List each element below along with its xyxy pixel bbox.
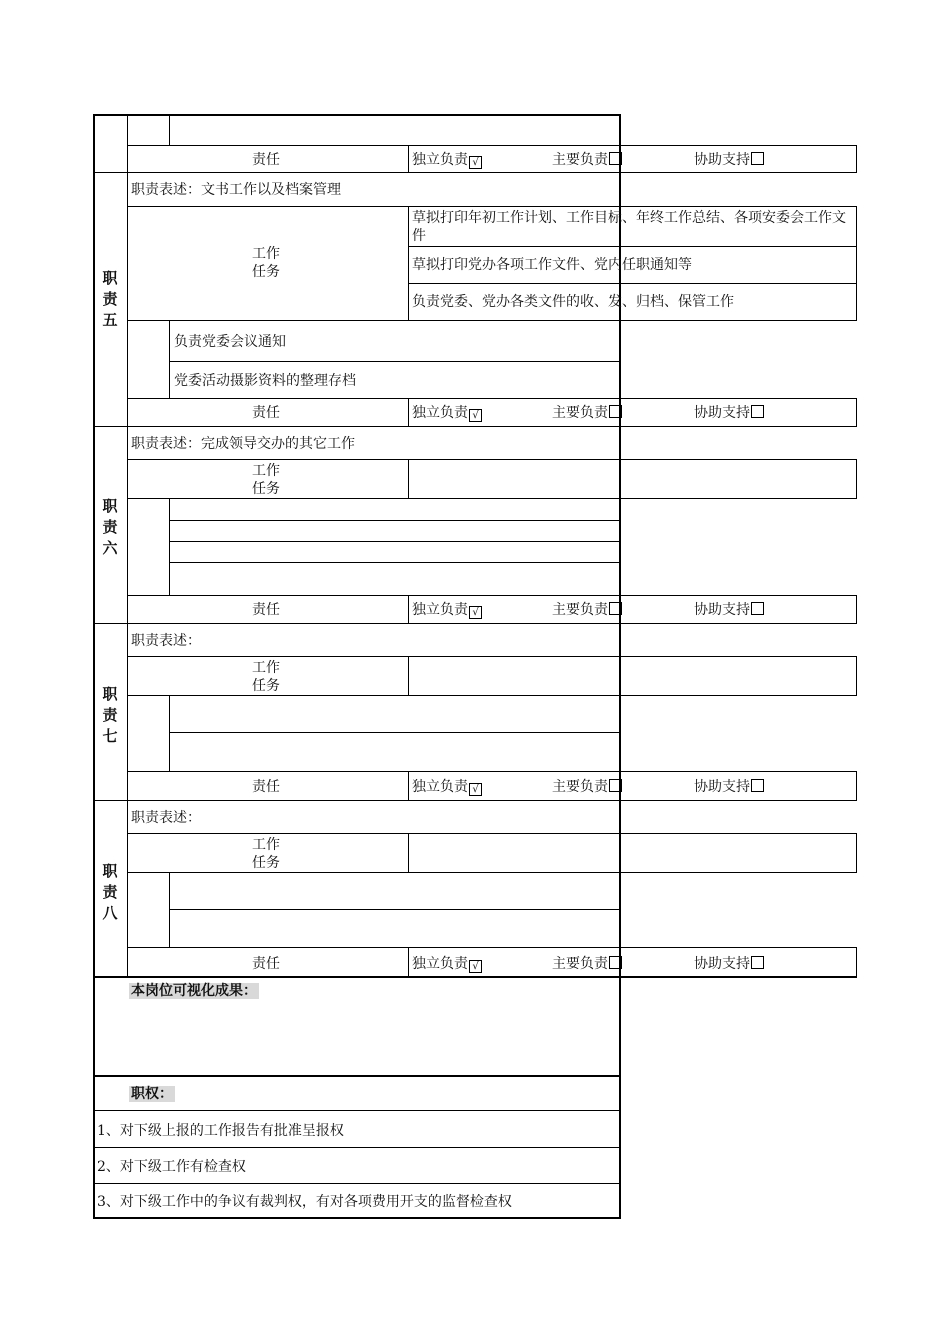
authority-item: 3、对下级工作中的争议有裁判权，有对各项费用开支的监督检查权 bbox=[97, 1194, 512, 1210]
checkbox-empty-icon[interactable] bbox=[751, 405, 764, 418]
task-item: 草拟打印党办各项工作文件、党内任职通知等 bbox=[412, 257, 692, 273]
responsibility-label: 责任 bbox=[252, 956, 280, 972]
independent-option[interactable]: 独立负责 √ bbox=[412, 955, 482, 973]
checkbox-checked-icon[interactable]: √ bbox=[469, 409, 482, 422]
main-option[interactable]: 主要负责 bbox=[552, 151, 622, 169]
task-item: 负责党委、党办各类文件的收、发、归档、保管工作 bbox=[412, 294, 734, 310]
main-option[interactable]: 主要负责 bbox=[552, 778, 622, 796]
task-label: 工作任务 bbox=[252, 246, 280, 280]
assist-option[interactable]: 协助支持 bbox=[694, 404, 764, 422]
responsibility-label: 责任 bbox=[252, 152, 280, 168]
checkbox-checked-icon[interactable]: √ bbox=[469, 156, 482, 169]
duty-description: 职责表述： bbox=[131, 633, 201, 649]
checkbox-empty-icon[interactable] bbox=[609, 152, 622, 165]
checkbox-checked-icon[interactable]: √ bbox=[469, 606, 482, 619]
responsibility-label: 责任 bbox=[252, 602, 280, 618]
checkbox-empty-icon[interactable] bbox=[609, 956, 622, 969]
independent-option[interactable]: 独立负责 √ bbox=[412, 601, 482, 619]
section-title: 职责七 bbox=[102, 685, 118, 745]
assist-option[interactable]: 协助支持 bbox=[694, 955, 764, 973]
main-option[interactable]: 主要负责 bbox=[552, 955, 622, 973]
checkbox-empty-icon[interactable] bbox=[609, 602, 622, 615]
visual-result-label: 本岗位可视化成果： bbox=[131, 983, 257, 999]
independent-option[interactable]: 独立负责 √ bbox=[412, 778, 482, 796]
section-title: 职责六 bbox=[102, 497, 118, 557]
section-title: 职责八 bbox=[102, 862, 118, 922]
checkbox-checked-icon[interactable]: √ bbox=[469, 783, 482, 796]
task-item: 负责党委会议通知 bbox=[174, 334, 286, 350]
duty-description: 职责表述：文书工作以及档案管理 bbox=[131, 182, 341, 198]
responsibility-label: 责任 bbox=[252, 779, 280, 795]
duty-description: 职责表述： bbox=[131, 810, 201, 826]
task-label: 工作任务 bbox=[252, 660, 280, 694]
main-option[interactable]: 主要负责 bbox=[552, 601, 622, 619]
checkbox-checked-icon[interactable]: √ bbox=[469, 960, 482, 973]
section-title: 职责五 bbox=[102, 269, 118, 329]
task-item: 党委活动摄影资料的整理存档 bbox=[174, 373, 356, 389]
authority-label: 职权： bbox=[131, 1086, 173, 1102]
authority-item: 2、对下级工作有检查权 bbox=[97, 1159, 246, 1175]
duty-description: 职责表述：完成领导交办的其它工作 bbox=[131, 436, 355, 452]
responsibility-label: 责任 bbox=[252, 405, 280, 421]
task-item: 草拟打印年初工作计划、工作目标、年终工作总结、各项安委会工作文件 bbox=[412, 210, 846, 244]
checkbox-empty-icon[interactable] bbox=[751, 779, 764, 792]
assist-option[interactable]: 协助支持 bbox=[694, 151, 764, 169]
task-label: 工作任务 bbox=[252, 837, 280, 871]
independent-option[interactable]: 独立负责 √ bbox=[412, 404, 482, 422]
checkbox-empty-icon[interactable] bbox=[751, 152, 764, 165]
checkbox-empty-icon[interactable] bbox=[751, 602, 764, 615]
checkbox-empty-icon[interactable] bbox=[751, 956, 764, 969]
checkbox-empty-icon[interactable] bbox=[609, 779, 622, 792]
authority-item: 1、对下级上报的工作报告有批准呈报权 bbox=[97, 1123, 344, 1139]
checkbox-empty-icon[interactable] bbox=[609, 405, 622, 418]
assist-option[interactable]: 协助支持 bbox=[694, 778, 764, 796]
independent-option[interactable]: 独立负责 √ bbox=[412, 151, 482, 169]
task-label: 工作任务 bbox=[252, 463, 280, 497]
assist-option[interactable]: 协助支持 bbox=[694, 601, 764, 619]
main-option[interactable]: 主要负责 bbox=[552, 404, 622, 422]
